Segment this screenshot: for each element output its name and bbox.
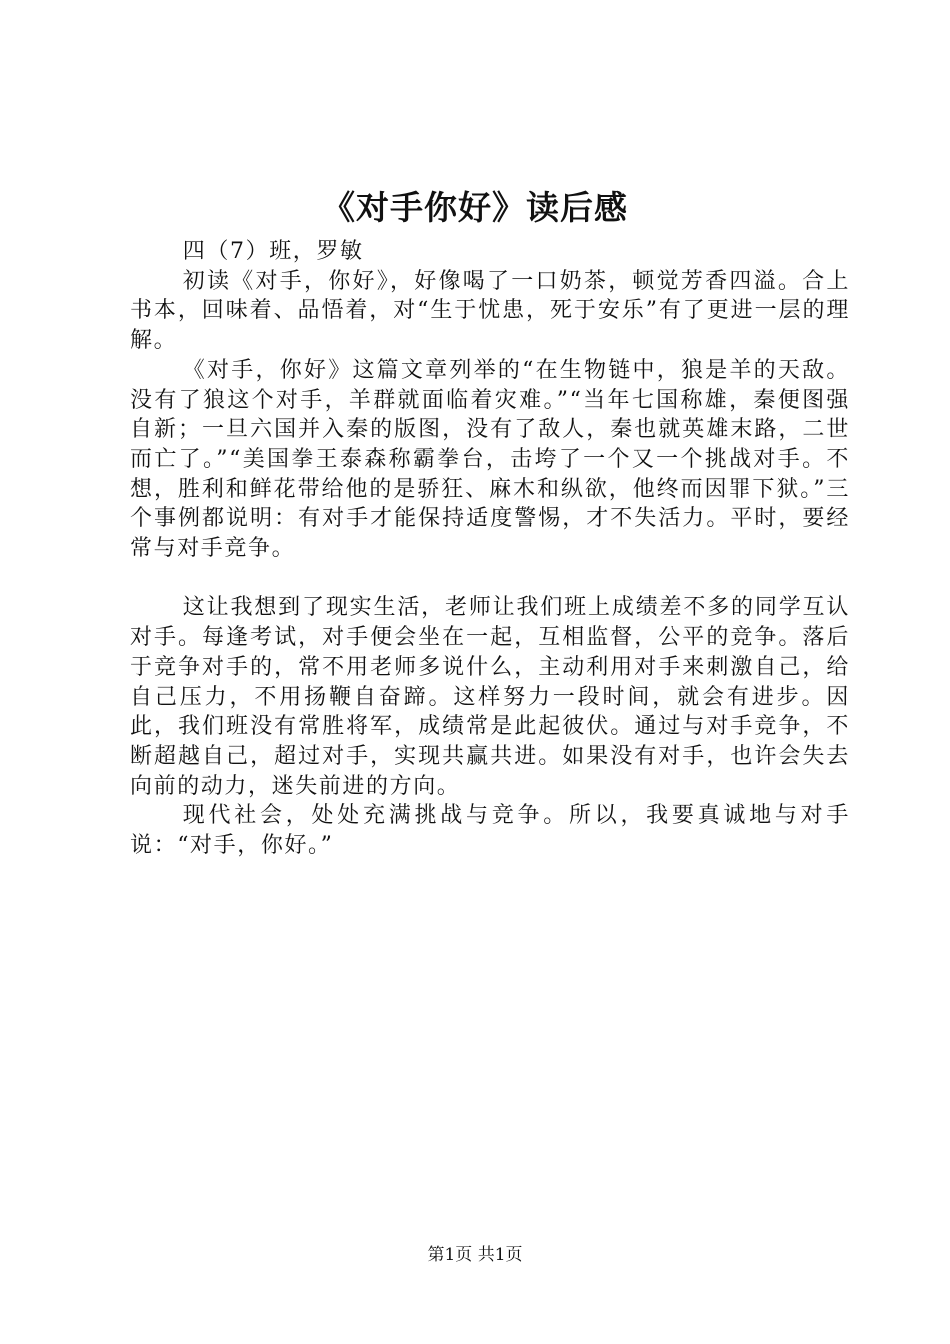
author-line: 四（7）班，罗敏 (182, 239, 364, 264)
page-footer: 第1页 共1页 (427, 1245, 523, 1265)
document-title: 《对手你好》读后感 (322, 188, 628, 227)
document-body (130, 237, 850, 861)
paragraph-4: 现代社会，处处充满挑战与竞争。所以，我要真诚地与对手说：“对手，你好。” (130, 803, 850, 859)
paragraph-3: 这让我想到了现实生活，老师让我们班上成绩差不多的同学互认对手。每逢考试，对手便会坐在一起，互相监督，公平的竞争。落后于竞争对手的，常不用老师多说什么，主动利用对手来刺激自己，给自己压力，不用扬鞭自奋蹄。这样努力一段时间，就会有进步。因此，我们班没有常胜将军，成绩常是此起彼伏。通过与对手竞争，不断超越自己，超过对手，实现共赢共进。如果没有对手，也许会失去向前的动力，迷失前进的方向。 (130, 595, 850, 799)
paragraph-2: 《对手，你好》这篇文章列举的“在生物链中，狼是羊的天敌。没有了狼这个对手，羊群就面临着灾难。”“当年七国称雄，秦便图强自新；一旦六国并入秦的版图，没有了敌人，秦也就英雄末路，二世而亡了。”“美国拳王泰森称霸拳台，击垮了一个又一个挑战对手。不想，胜利和鲜花带给他的是骄狂、麻木和纵欲，他终而因罪下狱。”三个事例都说明：有对手才能保持适度警惕，才不失活力。平时，要经常与对手竞争。 (130, 357, 850, 562)
paragraph-1: 初读《对手，你好》，好像喝了一口奶茶，顿觉芳香四溢。合上书本，回味着、品悟着，对“生于忧患，死于安乐”有了更进一层的理解。 (130, 268, 850, 354)
